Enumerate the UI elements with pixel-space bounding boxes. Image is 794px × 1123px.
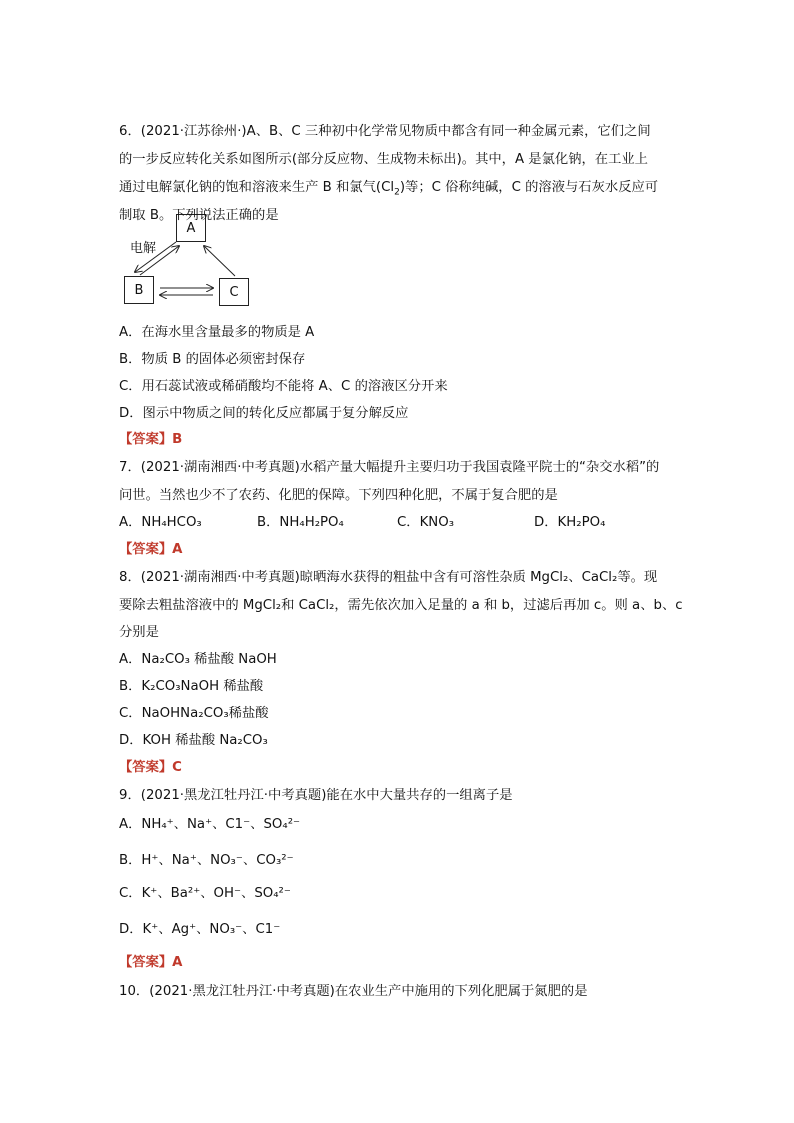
q6-answer: 【答案】B [119, 432, 183, 447]
q9-option-b: B．H⁺、Na⁺、NO₃⁻、CO₃²⁻ [119, 853, 294, 868]
q7-answer: 【答案】A [119, 542, 183, 557]
q9-stem-line1: 9．(2021·黑龙江牡丹江·中考真题)能在水中大量共存的一组离子是 [119, 788, 513, 803]
q8-stem-line3: 分别是 [119, 625, 159, 640]
q8-stem-line1: 8．(2021·湖南湘西·中考真题)晾晒海水获得的粗盐中含有可溶性杂质 MgCl₂、CaCl₂等。现 [119, 570, 658, 585]
q9-answer: 【答案】A [119, 955, 183, 970]
q7-option-d: D．KH₂PO₄ [534, 515, 606, 530]
q7-option-c: C．KNO₃ [397, 515, 455, 530]
q7-stem-line2: 问世。当然也少不了农药、化肥的保障。下列四种化肥，不属于复合肥的是 [119, 488, 558, 503]
q6-option-c: C．用石蕊试液或稀硝酸均不能将 A、C 的溶液区分开来 [119, 379, 448, 394]
diagram-box-c: C [219, 278, 249, 306]
q9-option-d: D．K⁺、Ag⁺、NO₃⁻、C1⁻ [119, 922, 281, 937]
diagram-label-electrolysis: 电解 [130, 241, 157, 256]
q6-option-d: D．图示中物质之间的转化反应都属于复分解反应 [119, 406, 409, 421]
q8-option-c: C．NaOHNa₂CO₃稀盐酸 [119, 706, 269, 721]
diagram-box-b: B [124, 276, 154, 304]
q6-stem-line1: 6．(2021·江苏徐州·)A、B、C 三种初中化学常见物质中都含有同一种金属元素，它们之间 [119, 124, 651, 139]
q6-stem-line2: 的一步反应转化关系如图所示(部分反应物、生成物未标出)。其中，A 是氯化钠，在工业上 [119, 152, 648, 167]
q9-option-c: C．K⁺、Ba²⁺、OH⁻、SO₄²⁻ [119, 886, 291, 901]
q10-stem-line1: 10．(2021·黑龙江牡丹江·中考真题)在农业生产中施用的下列化肥属于氮肥的是 [119, 984, 588, 999]
q7-option-b: B．NH₄H₂PO₄ [257, 515, 344, 530]
q8-option-d: D．KOH 稀盐酸 Na₂CO₃ [119, 733, 268, 748]
arrow-c-to-a [204, 246, 235, 276]
q9-option-a: A．NH₄⁺、Na⁺、C1⁻、SO₄²⁻ [119, 817, 301, 832]
q8-option-b: B．K₂CO₃NaOH 稀盐酸 [119, 679, 264, 694]
q8-option-a: A．Na₂CO₃ 稀盐酸 NaOH [119, 652, 277, 667]
q6-stem-line3: 通过电解氯化钠的饱和溶液来生产 B 和氯气$(Cl_2)$等；C 俗称纯碱，C 的溶液与石灰水反应可 [119, 180, 659, 198]
q8-stem-line2: 要除去粗盐溶液中的 MgCl₂和 CaCl₂，需先依次加入足量的 a 和 b，过滤后再加 c。则 a、b、c [119, 598, 683, 613]
q6-option-a: A．在海水里含量最多的物质是 A [119, 325, 315, 340]
q7-option-a: A．NH₄HCO₃ [119, 515, 202, 530]
q6-option-b: B．物质 B 的固体必须密封保存 [119, 352, 306, 367]
q7-stem-line1: 7．(2021·湖南湘西·中考真题)水稻产量大幅提升主要归功于我国袁隆平院士的“杂交水稻”的 [119, 460, 660, 475]
q8-answer: 【答案】C [119, 760, 182, 775]
q7-options [119, 513, 679, 533]
q6-stem-line4: 制取 B。下列说法正确的是 [119, 208, 279, 223]
diagram-box-a: A [176, 214, 206, 242]
